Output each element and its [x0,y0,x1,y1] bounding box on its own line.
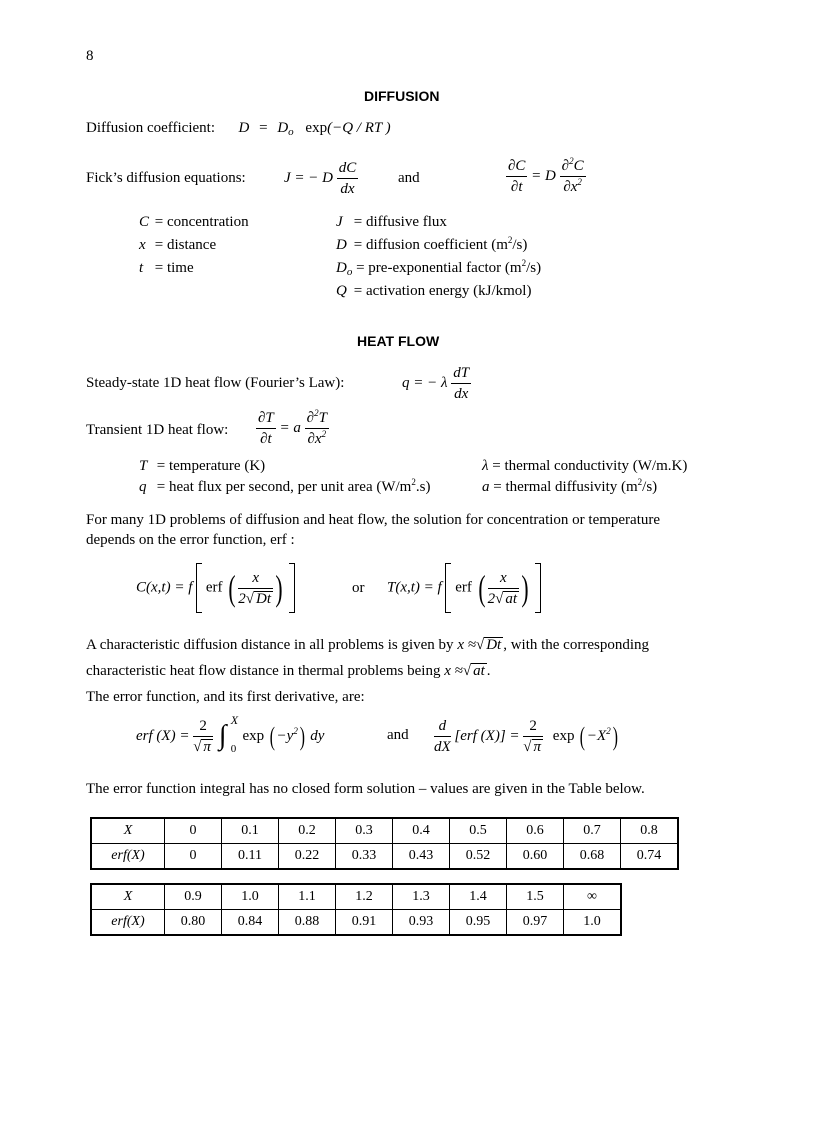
paragraph-erf-derivative-intro: The error function, and its first derivative, are: [86,689,365,705]
erf-table-1 [90,817,679,870]
table-row: X 0 0.1 0.2 0.3 0.4 0.5 0.6 0.7 0.8 [91,818,678,844]
steady-label: Steady-state 1D heat flow (Fourier’s Law): [86,375,345,391]
or-text: or [352,580,365,596]
paragraph-characteristic-diffusion: A characteristic diffusion distance in all problems is given by x ≈√ Dt , with the corresponding [86,637,649,653]
fick2-den: ∂t [510,179,523,195]
diffusion-coefficient-line [86,120,391,137]
table-row: erf(X) 0.80 0.84 0.88 0.91 0.93 0.95 0.97 1.0 [91,910,621,936]
fick2-num2: ∂ [561,158,570,174]
tr-eq: = a [279,420,301,436]
tr-den: ∂t [260,431,272,447]
def-right-1: D = diffusion coefficient $(m^2/s)$ [336,235,528,253]
fick-den: dx [340,181,355,197]
paragraph-erf-intro-2: depends on the error function, erf : [86,532,295,548]
concentration-equation: C(x,t) = f erf ( $\frac{x}{2√ Dt}$ ) [136,563,295,613]
paragraph-erf-table-intro: The error function integral has no closed form solution – values are given in the Table below. [86,781,645,797]
tr-num: ∂T [256,408,276,429]
def-a: a = thermal diffusivity $(m^2/s)$ [482,477,658,495]
def-left-1: x = distance [139,237,217,253]
transient-equation: $\frac{\partial T}{\partial t}$ = a $\frac{\partial^2T}{\partial x^2}$ [258,408,327,447]
def-left-2: t = time [139,260,194,276]
erf-table-2 [90,883,622,936]
paragraph-characteristic-heat: characteristic heat flow distance in thermal problems being x ≈√ at . [86,663,491,679]
diffusion-coefficient-label: Diffusion coefficient: [86,120,215,136]
fick-lhs: J = − D [284,170,333,186]
def-right-0: J = diffusive flux [336,214,447,230]
fick2-den2: ∂x [563,179,578,195]
def-right-3: Q = activation energy (kJ/kmol) [336,283,532,299]
fick2-num2b: C [573,158,584,174]
def-right-2: $D_o$ = pre-exponential factor $(m^2/s)$ [336,258,542,278]
fick2-num: ∂C [506,156,527,177]
steady-num: dT [451,363,471,384]
transient-label: Transient 1D heat flow: [86,422,229,438]
table-row: erf(X) 0 0.11 0.22 0.33 0.43 0.52 0.60 0.68 0.74 [91,844,678,870]
coef-D: D [277,120,289,136]
section-heading-diffusion: DIFFUSION [364,88,440,104]
steady-lhs: q = − λ [402,375,448,391]
paragraph-erf-intro-1: For many 1D problems of diffusion and heat flow, the solution for concentration or temperature [86,512,661,528]
fourier-law [402,363,471,404]
fick2-sq: 2 [569,156,574,166]
section-heading-heat-flow: HEAT FLOW [357,333,440,349]
def-left-0: C = concentration [139,214,249,230]
fick2-eq: = D [531,168,556,184]
table-row: X 0.9 1.0 1.1 1.2 1.3 1.4 1.5 ∞ [91,884,621,910]
fick-first-law [284,158,358,199]
fick2-den-sq: 2 [577,177,582,187]
fick-second-law [506,156,586,197]
erf-definition: erf (X) = $\frac{2}{√ \pi}$ ∫ X 0 exp ( $-y^2$) dy [136,712,325,755]
steady-den: dx [454,386,469,402]
def-q: q = heat flux per second, per unit area $(W/m^2.s)$ [139,477,431,495]
fick-label: Fick’s diffusion equations: [86,170,246,186]
coef-eq: = [259,120,268,136]
erf-and: and [387,727,409,743]
coef-exp: exp [305,120,328,136]
coef-lhs: D [238,120,250,136]
temperature-equation: T(x,t) = f erf ( $\frac{x}{2√ at}$ ) [387,563,541,613]
coef-arg: (−Q / RT ) [327,120,391,136]
page-number: 8 [86,48,94,64]
erf-derivative: $\frac{d}{dX}$ [erf (X)] = $\frac{2}{√ \pi}$ exp ( $-X^2$) [434,718,618,755]
def-T: T = temperature (K) [139,458,266,474]
fick-num: dC [337,158,359,179]
def-lambda: λ = thermal conductivity (W/m.K) [482,458,688,474]
fick-and: and [398,170,420,186]
coef-sub: o [288,126,294,138]
